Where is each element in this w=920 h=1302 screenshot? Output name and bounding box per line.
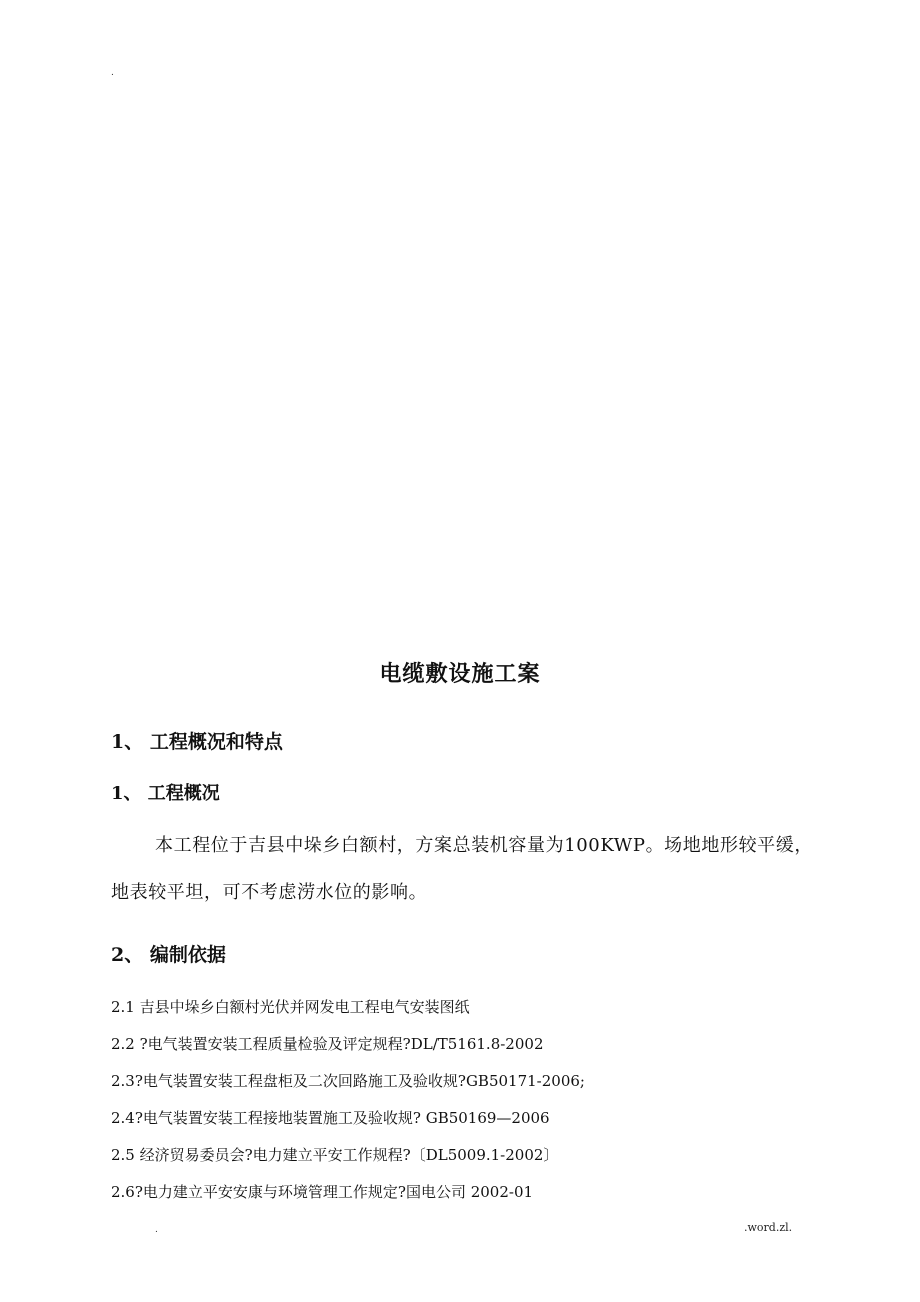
reference-item: 2.5 经济贸易委员会?电力建立平安工作规程?〔DL5009.1-2002〕 <box>111 1146 559 1164</box>
footer-dot: . <box>155 1225 158 1235</box>
overview-paragraph: 本工程位于吉县中垛乡白额村，方案总装机容量为100KWP。场地地形较平缓，地表较平坦，可不考虑涝水位的影响。 <box>111 835 813 903</box>
subsection-heading-overview: 1、 工程概况 <box>111 783 220 804</box>
reference-item: 2.4?电气装置安装工程接地装置施工及验收规? GB50169—2006 <box>111 1109 550 1127</box>
reference-item: 2.6?电力建立平安安康与环境管理工作规定?国电公司 2002-01 <box>111 1183 534 1201</box>
section-heading-overview-features: 1、 工程概况和特点 <box>111 731 283 753</box>
header-dot: . <box>111 68 114 78</box>
document-title: 电缆敷设施工案 <box>379 661 541 687</box>
section-heading-basis: 2、 编制依据 <box>111 944 226 966</box>
reference-item: 2.1 吉县中垛乡白额村光伏并网发电工程电气安装图纸 <box>111 998 470 1016</box>
reference-item: 2.3?电气装置安装工程盘柜及二次回路施工及验收规?GB50171-2006; <box>111 1072 585 1090</box>
footer-watermark-text: .word.zl. <box>744 1221 793 1234</box>
reference-item: 2.2 ?电气装置安装工程质量检验及评定规程?DL/T5161.8-2002 <box>111 1035 544 1053</box>
